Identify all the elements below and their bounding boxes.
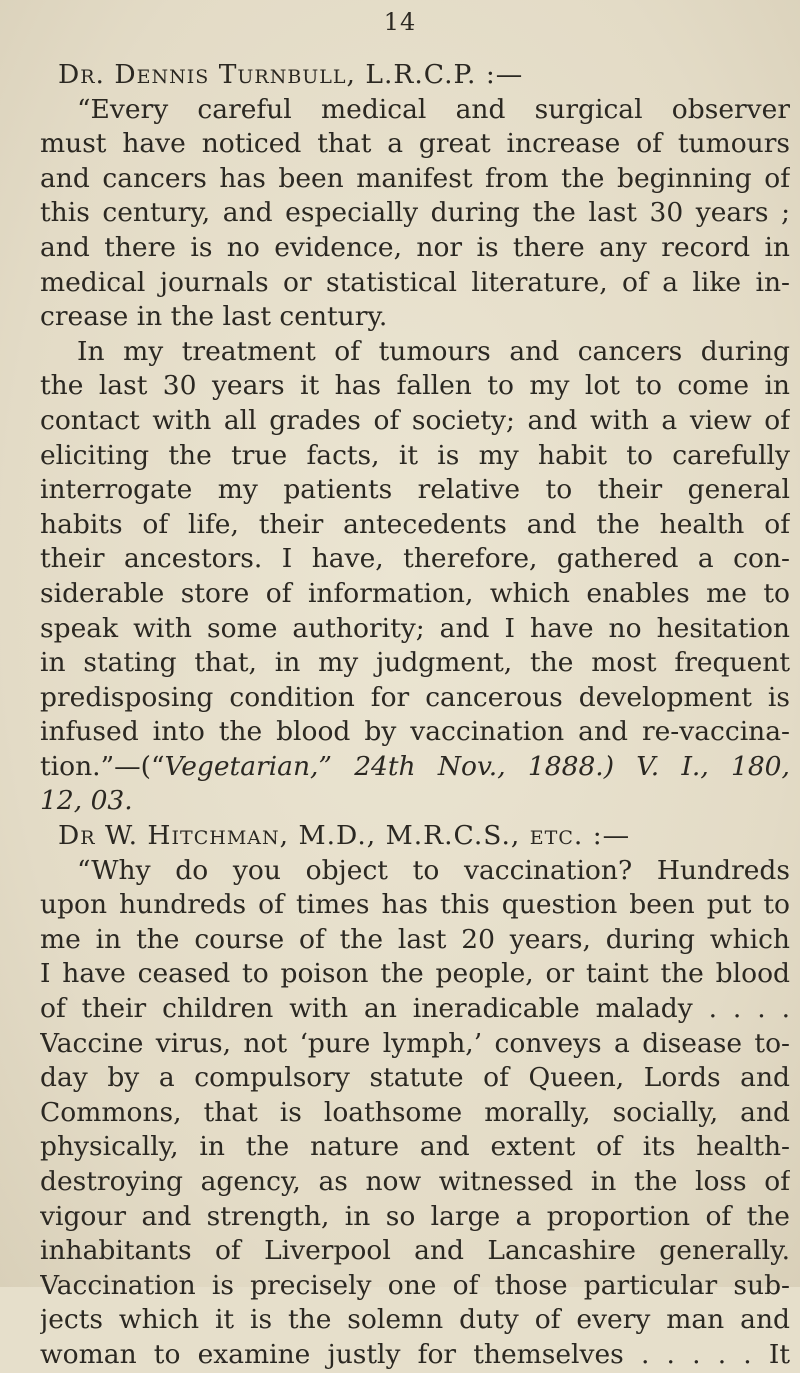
text-line: vigour and strength, in so large a proportion of the — [40, 1200, 790, 1232]
text-line: inhabitants of Liverpool and Lancashire generally. — [40, 1235, 790, 1267]
citation-line — [40, 784, 790, 819]
text-line: interrogate my patients relative to their general — [40, 474, 790, 506]
page-text — [40, 58, 790, 1373]
text-line: the last 30 years it has fallen to my lot to come in — [40, 370, 790, 402]
text-line: crease in the last century. — [40, 301, 388, 333]
text-line: destroying agency, as now witnessed in the loss of — [40, 1166, 790, 1197]
volume-reference-continued: 12, 03. — [40, 785, 133, 817]
text-line: In my treatment of tumours and cancers during — [77, 335, 790, 367]
text-line: I have ceased to poison the people, or taint the blood — [40, 958, 790, 990]
text-line: eliciting the true facts, it is my habit to carefully — [40, 439, 790, 471]
text-line: physically, in the nature and extent of its health- — [40, 1131, 790, 1163]
text-line: Vaccine virus, not ‘pure lymph,’ conveys a disease to- — [40, 1027, 790, 1059]
text-line: this century, and especially during the last 30 years ; — [40, 197, 790, 229]
text-line: must have noticed that a great increase of tumours — [40, 128, 790, 160]
closing-text: tion.”—(“ — [40, 750, 165, 782]
text-line: siderable store of information, which enables me to — [40, 577, 790, 609]
text-line: of their children with an ineradicable malady . . . . — [40, 993, 790, 1025]
text-line: jects which it is the solemn duty of every man and — [40, 1304, 790, 1336]
text-line: and cancers has been manifest from the beginning of — [40, 162, 790, 194]
text-line: habits of life, their antecedents and the health of — [40, 508, 790, 540]
text-line: “Why do you object to vaccination? Hundreds — [77, 854, 790, 886]
text-line: Vaccination is precisely one of those particular sub- — [40, 1269, 790, 1301]
text-line: upon hundreds of times has this question been put to — [40, 889, 790, 921]
text-line: “Every careful medical and surgical observer — [77, 93, 790, 125]
text-line: me in the course of the last 20 years, during which — [40, 923, 790, 955]
text-line: in stating that, in my judgment, the most frequent — [40, 647, 790, 679]
page-number: 14 — [383, 8, 417, 36]
quote-heading — [40, 58, 790, 93]
text-line: day by a compulsory statute of Queen, Lords and — [40, 1062, 790, 1094]
citation-line — [40, 750, 790, 785]
text-line: infused into the blood by vaccination and re-vaccina- — [40, 716, 790, 748]
text-line: medical journals or statistical literature, of a like in- — [40, 266, 790, 298]
text-line: contact with all grades of society; and with a view of — [40, 404, 790, 436]
text-line: and there is no evidence, nor is there any record in — [40, 231, 790, 263]
text-line: speak with some authority; and I have no hesitation — [40, 612, 790, 644]
text-line: predisposing condition for cancerous development is — [40, 681, 790, 713]
quote-heading — [40, 819, 790, 854]
heading-text: Dr. Dennis Turnbull, L.R.C.P. :— — [58, 59, 524, 90]
text-line: woman to examine justly for themselves . . . . . It — [40, 1338, 790, 1370]
text-line: Commons, that is loathsome morally, socially, and — [40, 1096, 790, 1128]
volume-reference: V. I., 180, — [636, 750, 790, 782]
heading-text: Dr W. Hitchman, M.D., M.R.C.S., etc. :— — [58, 820, 631, 852]
citation-source: Vegetarian,” 24th Nov., 1888.) — [164, 750, 615, 782]
text-line: their ancestors. I have, therefore, gathered a con- — [40, 543, 790, 575]
